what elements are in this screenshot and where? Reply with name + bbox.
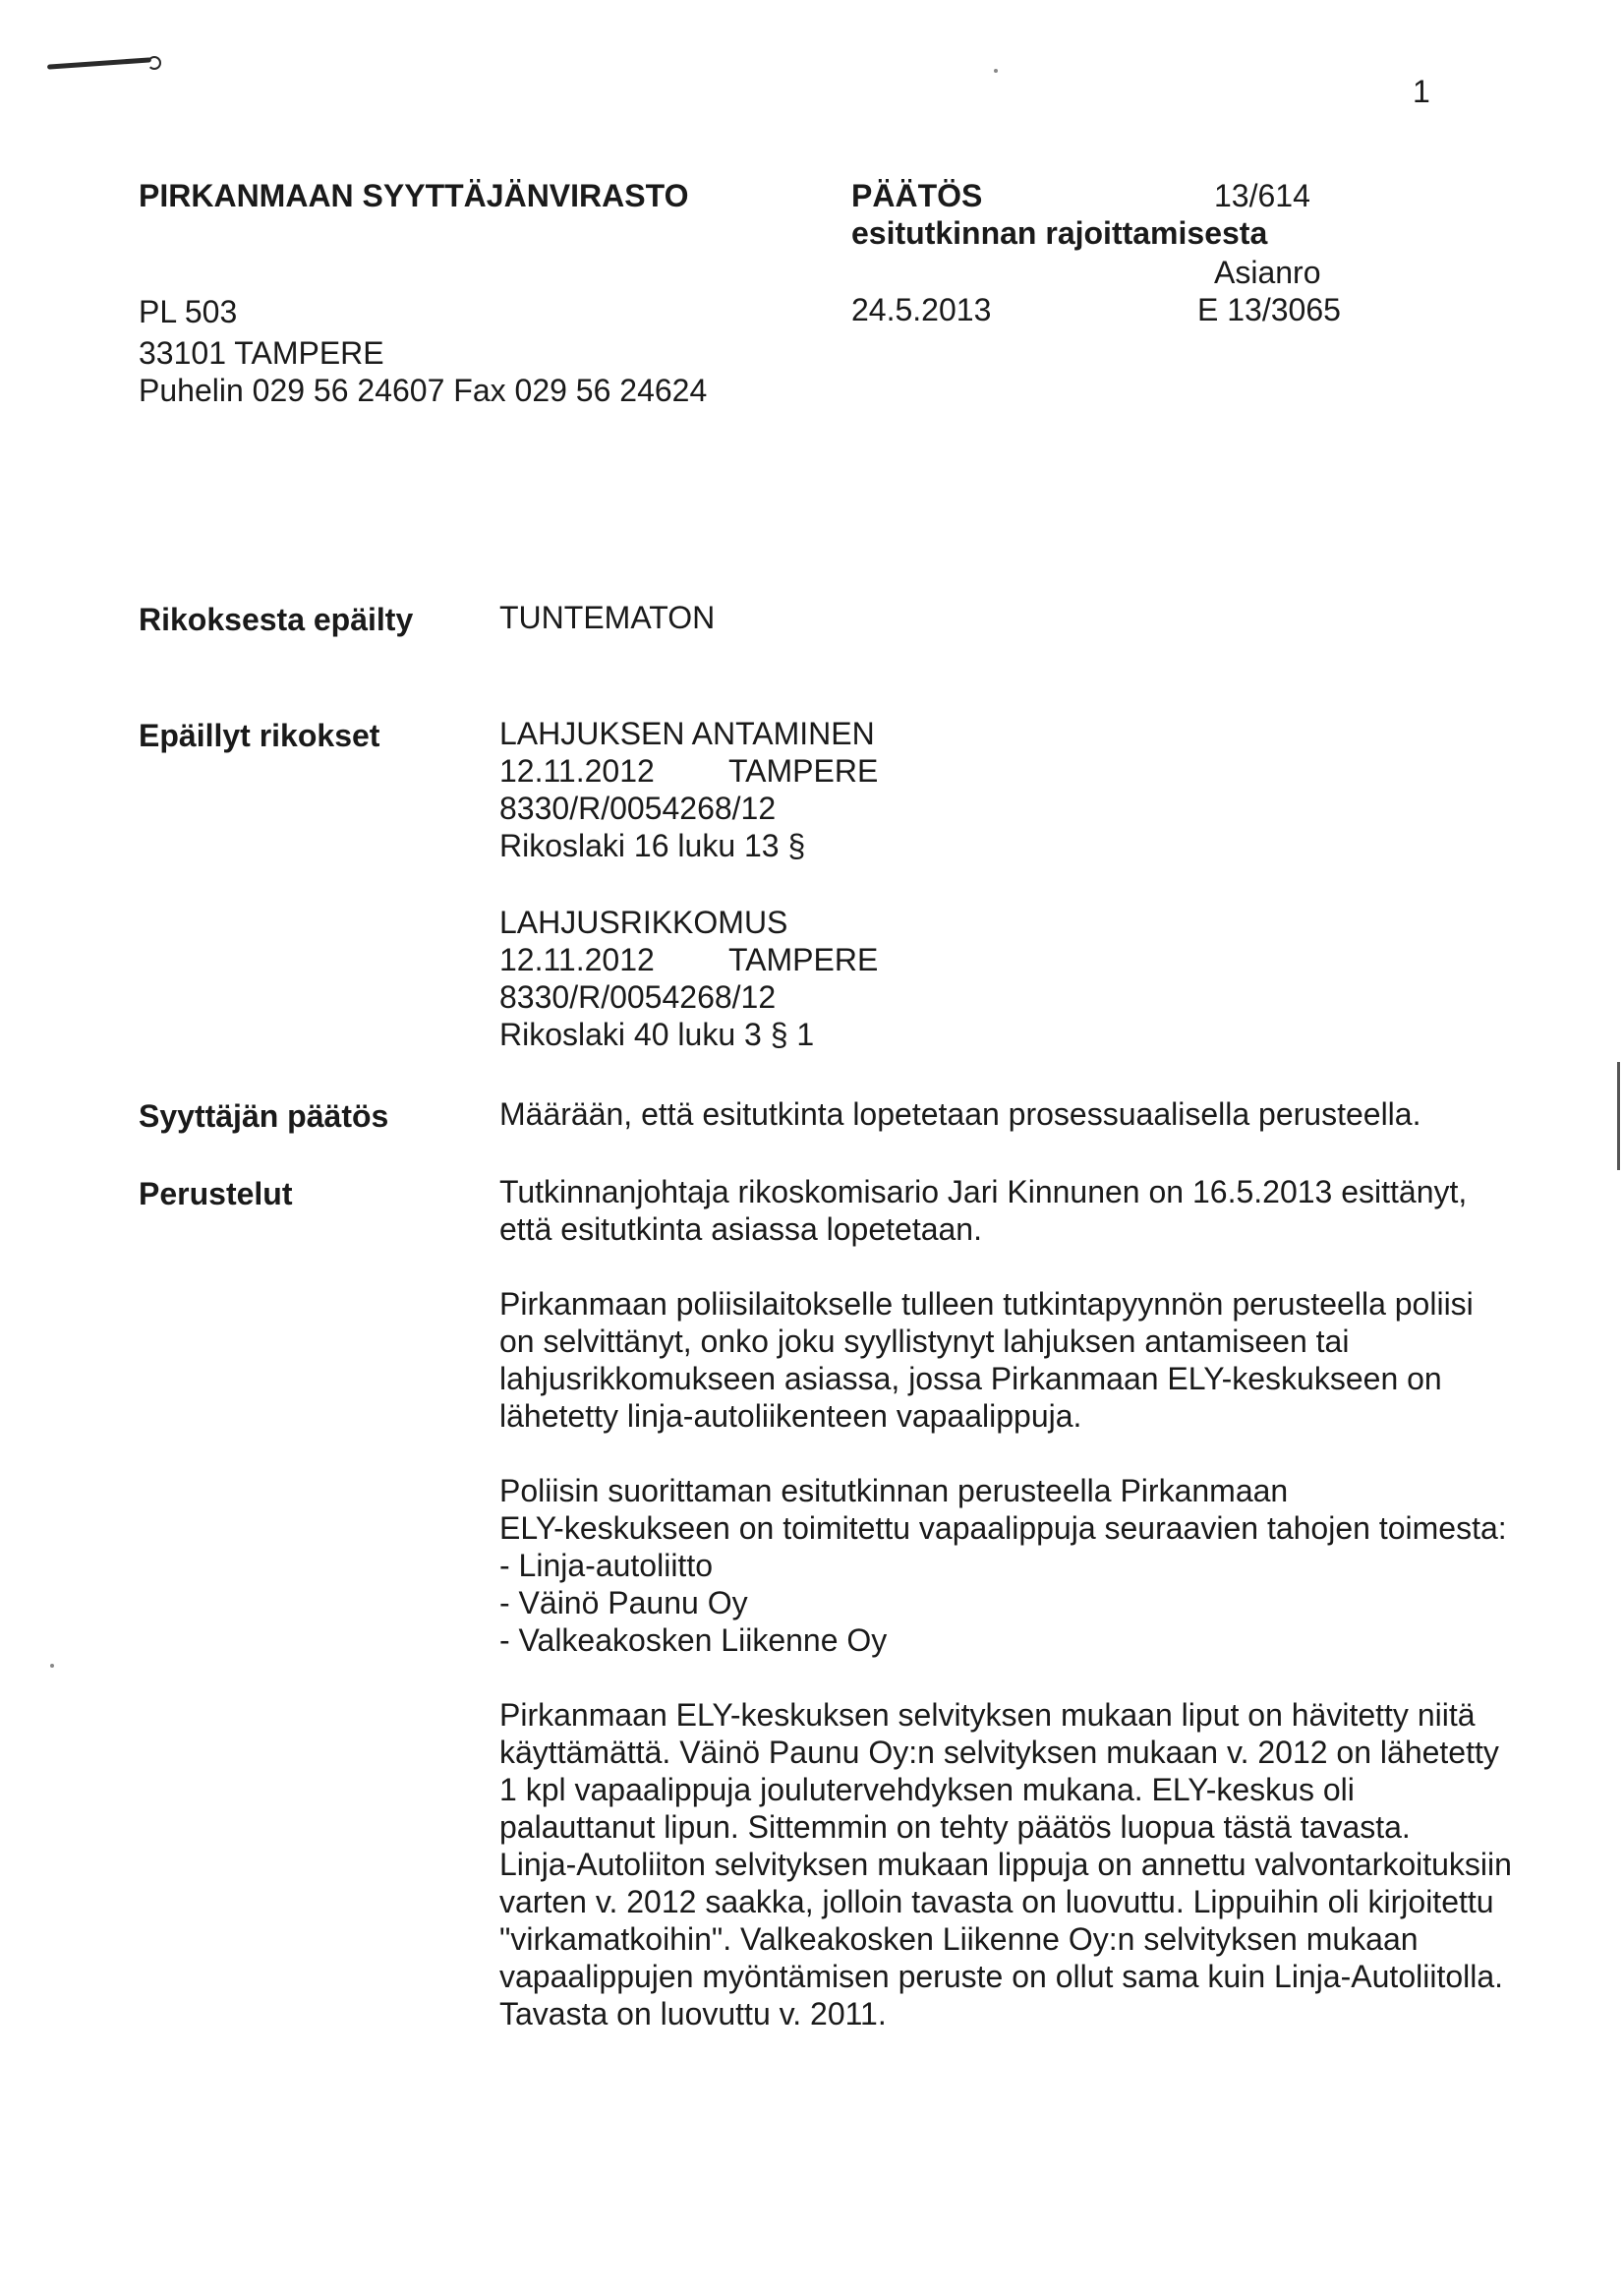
- text-line: Linja-Autoliiton selvityksen mukaan lippuja on annettu valvontarkoituksiin: [499, 1847, 1512, 1882]
- staple-mark-end: [147, 56, 161, 70]
- offense-name: LAHJUSRIKKOMUS: [499, 905, 788, 940]
- offense-date: 12.11.2012: [499, 942, 655, 977]
- offense-date-place: [499, 752, 1581, 790]
- text-line: 1 kpl vapaalippuja joulutervehdyksen mukana. ELY-keskus oli: [499, 1772, 1355, 1807]
- page-number: 1: [1413, 74, 1430, 109]
- text-line: palauttanut lipun. Sittemmin on tehty päätös luopua tästä tavasta.: [499, 1809, 1411, 1845]
- reasoning-text: [499, 1173, 1581, 2070]
- offense-reference: 8330/R/0054268/12: [499, 791, 777, 826]
- text-line: Pirkanmaan ELY-keskuksen selvityksen mukaan liput on hävitetty niitä: [499, 1697, 1476, 1733]
- text-line: Pirkanmaan poliisilaitokselle tulleen tutkintapyynnön perusteella poliisi: [499, 1286, 1474, 1322]
- offense-date: 12.11.2012: [499, 753, 655, 789]
- reasoning-paragraph: [499, 1285, 1581, 1435]
- decision-subtitle: esitutkinnan rajoittamisesta: [851, 215, 1268, 251]
- offense-place: TAMPERE: [728, 753, 879, 789]
- offense-law: Rikoslaki 40 luku 3 § 1: [499, 1017, 815, 1052]
- offense-date-place: [499, 941, 1581, 978]
- scan-speck: [994, 69, 998, 73]
- reasoning-paragraph: [499, 1173, 1581, 1248]
- decision-number: 13/614: [1214, 178, 1310, 213]
- reasoning-label: Perustelut: [139, 1176, 293, 1211]
- offense-name: LAHJUKSEN ANTAMINEN: [499, 716, 875, 751]
- phone-fax-line: Puhelin 029 56 24607 Fax 029 56 24624: [139, 373, 708, 408]
- offense-reference: 8330/R/0054268/12: [499, 979, 777, 1015]
- suspect-value: TUNTEMATON: [499, 600, 716, 635]
- text-line: varten v. 2012 saakka, jolloin tavasta on luovuttu. Lippuihin oli kirjoitettu: [499, 1884, 1494, 1919]
- scan-edge-mark: [1617, 1062, 1620, 1170]
- list-item: - Väinö Paunu Oy: [499, 1585, 748, 1620]
- offenses-label: Epäillyt rikokset: [139, 718, 380, 753]
- address-line: PL 503: [139, 294, 238, 329]
- text-line: Poliisin suorittaman esitutkinnan perusteella Pirkanmaan: [499, 1473, 1289, 1508]
- text-line: Tutkinnanjohtaja rikoskomisario Jari Kinnunen on 16.5.2013 esittänyt,: [499, 1174, 1468, 1209]
- scan-speck: [50, 1664, 54, 1668]
- text-line: lahjusrikkomukseen asiassa, jossa Pirkanmaan ELY-keskukseen on: [499, 1361, 1442, 1396]
- offense-item: [499, 904, 1581, 1053]
- offense-place: TAMPERE: [728, 942, 879, 977]
- text-line: että esitutkinta asiassa lopetetaan.: [499, 1211, 982, 1247]
- decision-date: 24.5.2013: [851, 292, 992, 327]
- decision-text: Määrään, että esitutkinta lopetetaan prosessuaalisella perusteella.: [499, 1096, 1421, 1132]
- offense-item: [499, 715, 1581, 864]
- reasoning-paragraph: [499, 1472, 1581, 1659]
- staple-mark: [47, 57, 151, 69]
- text-line: vapaalippujen myöntämisen peruste on ollut sama kuin Linja-Autoliitolla.: [499, 1959, 1504, 1994]
- reasoning-paragraph: [499, 1696, 1581, 2032]
- list-item: - Valkeakosken Liikenne Oy: [499, 1622, 888, 1658]
- case-number: E 13/3065: [1197, 292, 1341, 327]
- suspect-label: Rikoksesta epäilty: [139, 602, 414, 637]
- text-line: Tavasta on luovuttu v. 2011.: [499, 1996, 887, 2031]
- list-item: - Linja-autoliitto: [499, 1548, 713, 1583]
- office-name: PIRKANMAAN SYYTTÄJÄNVIRASTO: [139, 178, 689, 213]
- decision-label: Syyttäjän päätös: [139, 1098, 389, 1134]
- text-line: lähetetty linja-autoliikenteen vapaalippuja.: [499, 1398, 1082, 1434]
- offense-law: Rikoslaki 16 luku 13 §: [499, 828, 806, 863]
- decision-title: PÄÄTÖS: [851, 178, 983, 213]
- text-line: ELY-keskukseen on toimitettu vapaalippuja seuraavien tahojen toimesta:: [499, 1510, 1507, 1546]
- address-line: 33101 TAMPERE: [139, 335, 384, 371]
- text-line: "virkamatkoihin". Valkeakosken Liikenne Oy:n selvityksen mukaan: [499, 1921, 1419, 1957]
- text-line: käyttämättä. Väinö Paunu Oy:n selvityksen mukaan v. 2012 on lähetetty: [499, 1735, 1499, 1770]
- case-number-label: Asianro: [1214, 255, 1321, 290]
- text-line: on selvittänyt, onko joku syyllistynyt lahjuksen antamiseen tai: [499, 1324, 1350, 1359]
